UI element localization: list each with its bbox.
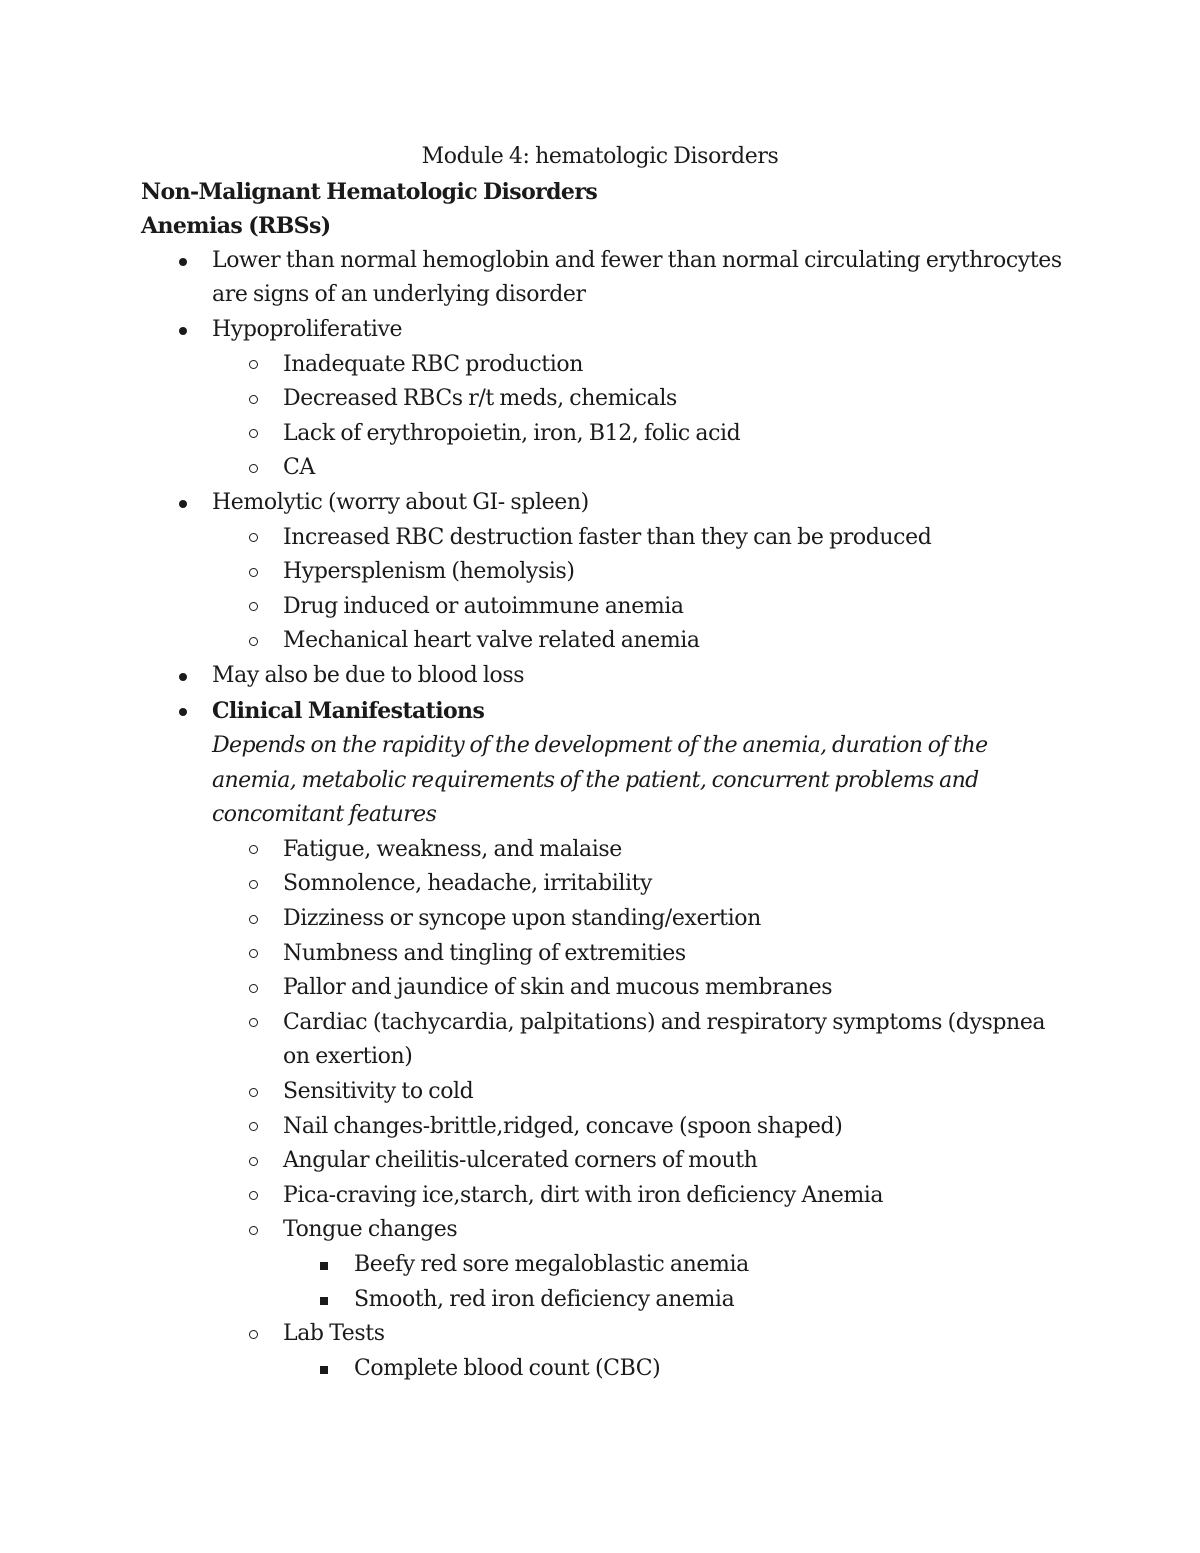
- italic-note: Depends on the rapidity of the development of the anemia, duration of the anemia, metabolic requirements of the patient, concurrent problems and concomitant features: [212, 733, 988, 828]
- sub-list-item: [283, 624, 1071, 659]
- circle-bullet-icon: [249, 915, 258, 924]
- sub-list-item: [283, 867, 1071, 902]
- sub-list-item-text: Dizziness or syncope upon standing/exertion: [283, 906, 761, 932]
- sub-list-item-text: Nail changes-brittle,ridged, concave (spoon shaped): [283, 1113, 843, 1139]
- disc-bullet-icon: [179, 708, 187, 716]
- circle-bullet-icon: [249, 637, 258, 646]
- sub-list-item: [283, 1075, 1071, 1110]
- list-item: [212, 659, 1071, 694]
- sub-list-item-text: Lack of erythropoietin, iron, B12, folic acid: [283, 420, 741, 446]
- sub-list-item: [283, 1179, 1071, 1214]
- circle-bullet-icon: [249, 1330, 258, 1339]
- list-item-text: Hemolytic (worry about GI- spleen): [212, 489, 589, 515]
- circle-bullet-icon: [249, 845, 258, 854]
- section-subheading: Anemias (RBSs): [141, 213, 331, 240]
- square-bullet-icon: [320, 1297, 328, 1305]
- sub-list-item: [283, 1006, 1071, 1075]
- disc-bullet-icon: [179, 673, 187, 681]
- circle-bullet-icon: [249, 429, 258, 438]
- circle-bullet-icon: [249, 360, 258, 369]
- circle-bullet-icon: [249, 533, 258, 542]
- sub-list-item: [283, 1317, 1071, 1386]
- list-item: [212, 244, 1071, 313]
- circle-bullet-icon: [249, 984, 258, 993]
- sub-list-item-text: Numbness and tingling of extremities: [283, 940, 686, 966]
- sub-list: [212, 833, 1071, 1387]
- sub-list-item-text: Angular cheilitis-ulcerated corners of mouth: [283, 1148, 758, 1174]
- sub-sub-list-item-text: Smooth, red iron deficiency anemia: [354, 1286, 735, 1312]
- document-title: Module 4: hematologic Disorders: [421, 144, 779, 169]
- list-item: [212, 486, 1071, 659]
- list-item-text: Hypoproliferative: [212, 316, 403, 342]
- sub-list-item-text: Drug induced or autoimmune anemia: [283, 593, 684, 619]
- circle-bullet-icon: [249, 464, 258, 473]
- sub-list-item: [283, 590, 1071, 625]
- circle-bullet-icon: [249, 602, 258, 611]
- sub-list: [212, 521, 1071, 659]
- sub-list-item: [283, 555, 1071, 590]
- disc-bullet-icon: [179, 327, 187, 335]
- sub-list-item: [283, 937, 1071, 972]
- circle-bullet-icon: [249, 880, 258, 889]
- disc-bullet-icon: [179, 258, 187, 266]
- square-bullet-icon: [320, 1366, 328, 1374]
- sub-sub-list: [283, 1352, 1071, 1387]
- sub-list-item: [283, 417, 1071, 452]
- sub-list-item: [283, 1213, 1071, 1317]
- square-bullet-icon: [320, 1262, 328, 1270]
- sub-list-item-text: Sensitivity to cold: [283, 1079, 474, 1105]
- sub-list-item-text: Decreased RBCs r/t meds, chemicals: [283, 386, 677, 412]
- circle-bullet-icon: [249, 1122, 258, 1131]
- circle-bullet-icon: [249, 1191, 258, 1200]
- sub-list-item-text: Pallor and jaundice of skin and mucous membranes: [283, 975, 833, 1001]
- sub-list-item-text: Fatigue, weakness, and malaise: [283, 836, 622, 862]
- sub-list-item: [283, 451, 1071, 486]
- list-item-text: Lower than normal hemoglobin and fewer than normal circulating erythrocytes are signs of an underlying disorder: [212, 247, 1062, 308]
- sub-list: [212, 348, 1071, 486]
- sub-sub-list-item: [354, 1352, 1071, 1387]
- sub-list-item-text: Increased RBC destruction faster than they can be produced: [283, 524, 932, 550]
- sub-list-item: [283, 833, 1071, 868]
- sub-list-item-text: Somnolence, headache, irritability: [283, 871, 653, 897]
- sub-list-item-text: Inadequate RBC production: [283, 351, 583, 377]
- sub-list-item-text: CA: [283, 455, 315, 481]
- list-item-text-bold: Clinical Manifestations: [212, 697, 485, 724]
- sub-list-item: [283, 1144, 1071, 1179]
- sub-list-item-text: Cardiac (tachycardia, palpitations) and respiratory symptoms (dyspnea on exertion): [283, 1009, 1046, 1070]
- circle-bullet-icon: [249, 395, 258, 404]
- sub-list-item-text: Hypersplenism (hemolysis): [283, 559, 575, 585]
- circle-bullet-icon: [249, 1226, 258, 1235]
- sub-list-item: [283, 348, 1071, 383]
- sub-sub-list-item-text: Beefy red sore megaloblastic anemia: [354, 1252, 749, 1277]
- list-item: [212, 313, 1071, 486]
- sub-list-item: [283, 971, 1071, 1006]
- sub-sub-list: [283, 1248, 1071, 1317]
- sub-list-item-text: Lab Tests: [283, 1321, 385, 1347]
- circle-bullet-icon: [249, 949, 258, 958]
- sub-sub-list-item-text: Complete blood count (CBC): [354, 1355, 661, 1381]
- sub-list-item-text: Tongue changes: [283, 1217, 458, 1243]
- list-item-text: May also be due to blood loss: [212, 662, 525, 688]
- document-body: [141, 175, 1071, 1387]
- sub-list-item: [283, 1110, 1071, 1145]
- list-item: [212, 694, 1071, 1387]
- sub-list-item: [283, 902, 1071, 937]
- disc-bullet-icon: [179, 500, 187, 508]
- circle-bullet-icon: [249, 1157, 258, 1166]
- sub-sub-list-item: [354, 1283, 1071, 1318]
- sub-list-item: [283, 521, 1071, 556]
- sub-list-item: [283, 382, 1071, 417]
- sub-sub-list-item: [354, 1248, 1071, 1283]
- section-heading: Non-Malignant Hematologic Disorders: [141, 178, 598, 205]
- sub-list-item-text: Mechanical heart valve related anemia: [283, 628, 700, 654]
- bullet-list: [141, 244, 1071, 1387]
- sub-list-item-text: Pica-craving ice,starch, dirt with iron deficiency Anemia: [283, 1182, 884, 1208]
- circle-bullet-icon: [249, 568, 258, 577]
- circle-bullet-icon: [249, 1088, 258, 1097]
- circle-bullet-icon: [249, 1018, 258, 1027]
